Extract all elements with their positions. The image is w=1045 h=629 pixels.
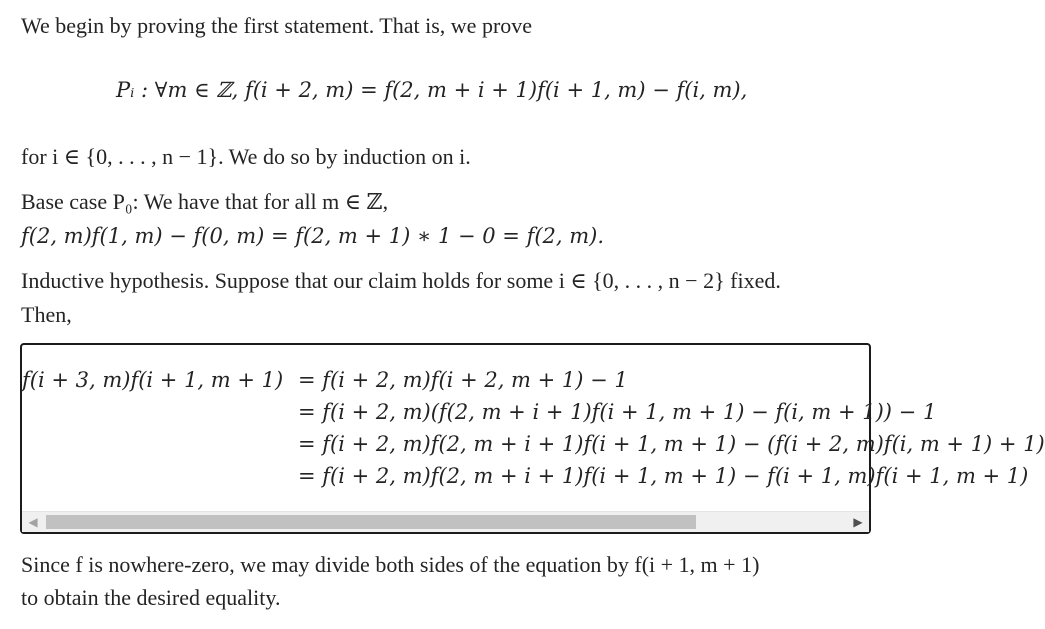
- conclusion-line-1: Since f is nowhere-zero, we may divide both sides of the equation by f(i + 1, m + 1): [21, 552, 760, 577]
- intro-paragraph: We begin by proving the first statement. That is, we prove: [21, 13, 533, 38]
- conclusion-line-2: to obtain the desired equality.: [21, 585, 281, 610]
- aligned-line-1: = f(i + 2, m)f(i + 2, m + 1) − 1: [298, 368, 628, 392]
- base-case-paragraph: Base case P₀: We have that for all m ∈ ℤ,: [21, 189, 389, 214]
- aligned-line-4: = f(i + 2, m)f(2, m + i + 1)f(i + 1, m + 1) − f(i + 1, m)f(i + 1, m + 1): [298, 464, 1029, 488]
- horizontal-scrollbar[interactable]: [22, 511, 869, 532]
- range-sentence: for i ∈ {0, . . . , n − 1}. We do so by induction on i.: [21, 144, 471, 169]
- scroll-left-arrow-icon[interactable]: ◀: [28, 515, 38, 529]
- inductive-hypothesis-line-1: Inductive hypothesis. Suppose that our claim holds for some i ∈ {0, . . . , n − 2} fixed.: [21, 268, 781, 293]
- base-case-equation: f(2, m)f(1, m) − f(0, m) = f(2, m + 1) ∗ 1 − 0 = f(2, m).: [21, 224, 605, 248]
- scroll-right-arrow-icon[interactable]: ▶: [853, 515, 863, 529]
- aligned-lhs: f(i + 3, m)f(i + 1, m + 1): [22, 368, 284, 392]
- display-equation-p-i: Pᵢ : ∀m ∈ ℤ, f(i + 2, m) = f(2, m + i + 1)f(i + 1, m) − f(i, m),: [116, 78, 748, 102]
- aligned-equation-scroll-box[interactable]: [20, 343, 1045, 534]
- aligned-line-3: = f(i + 2, m)f(2, m + i + 1)f(i + 1, m + 1) − (f(i + 2, m)f(i, m + 1) + 1): [298, 432, 1045, 456]
- scrollbar-thumb[interactable]: [46, 515, 696, 529]
- inductive-hypothesis-line-2: Then,: [21, 302, 72, 327]
- aligned-line-2: = f(i + 2, m)(f(2, m + i + 1)f(i + 1, m + 1) − f(i, m + 1)) − 1: [298, 400, 937, 424]
